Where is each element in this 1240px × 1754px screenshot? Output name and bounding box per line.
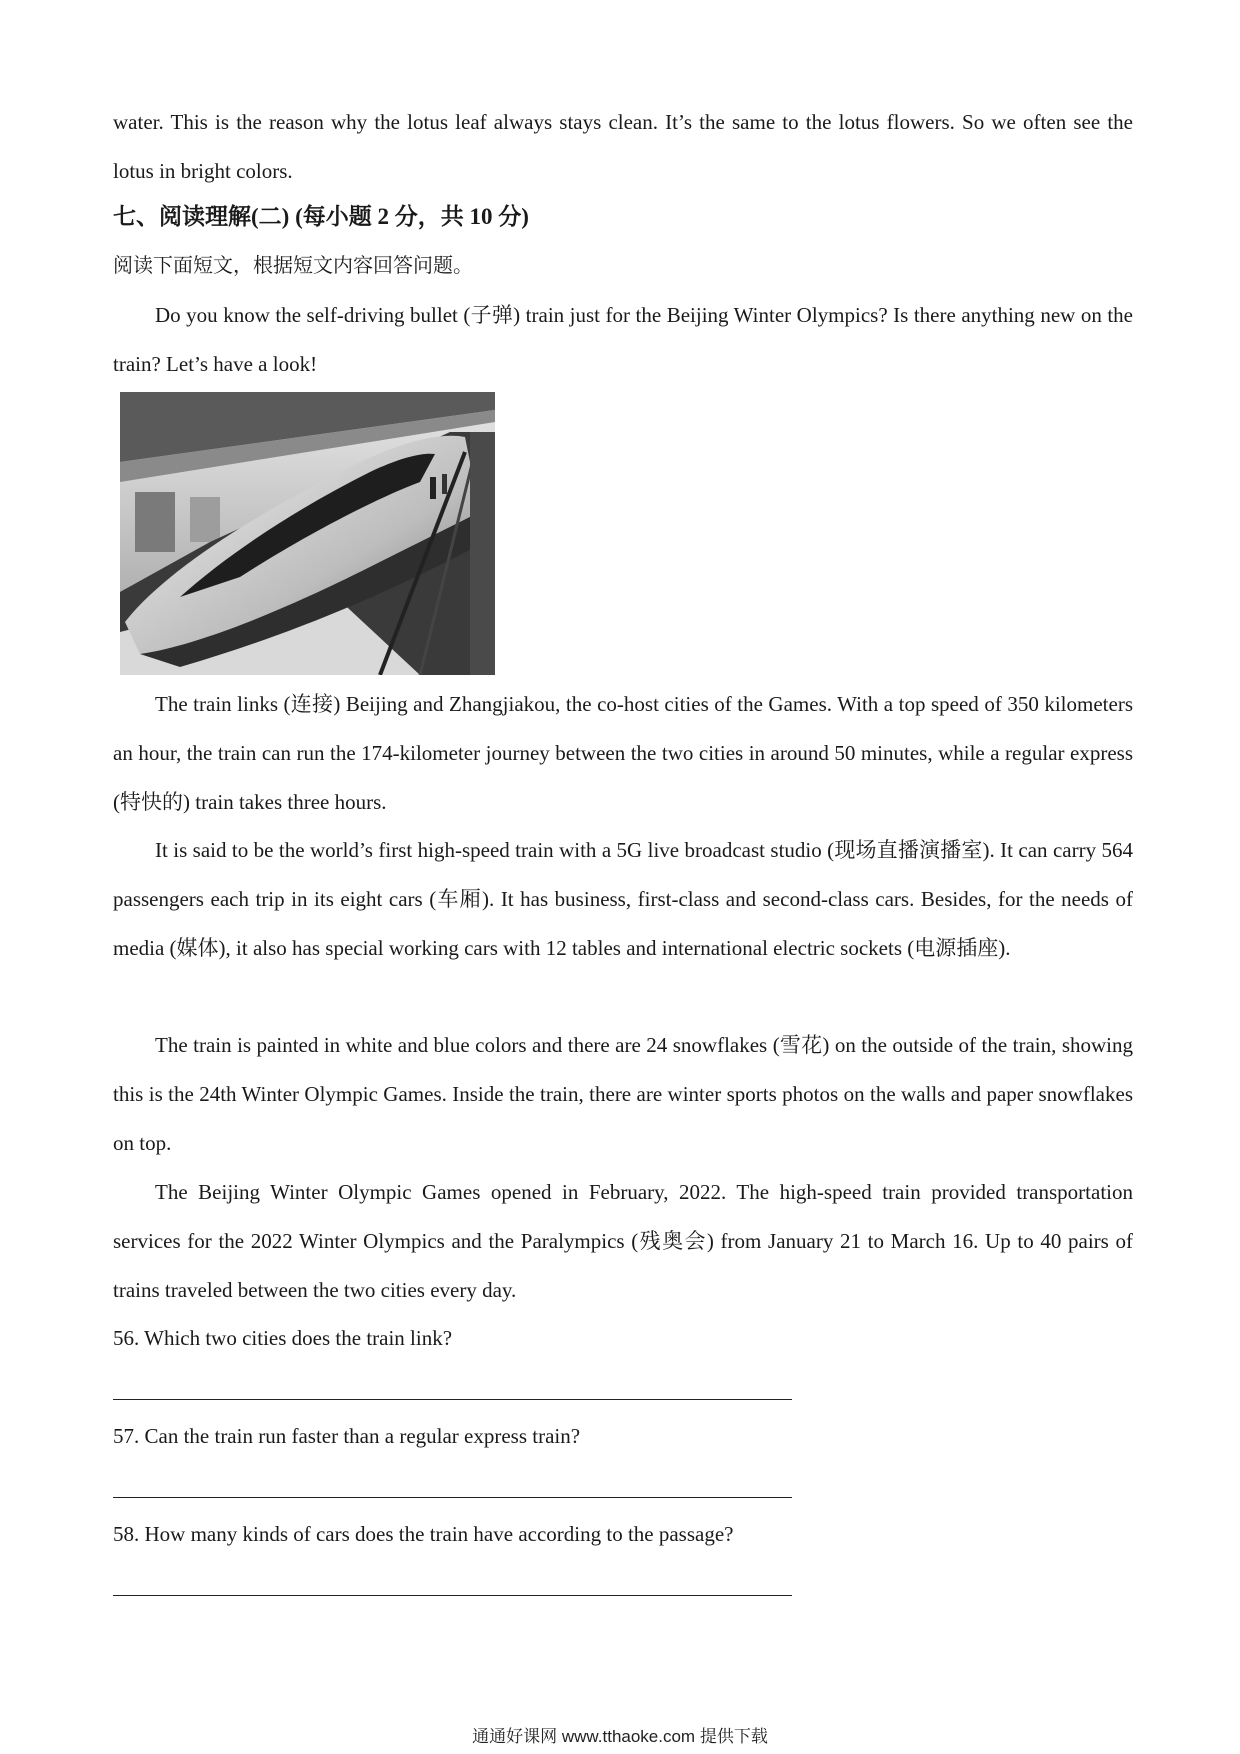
- paragraph-service: The Beijing Winter Olympic Games opened in February, 2022. The high-speed train provided transportation services for the 2022 Winter Olympics and the Paralympics (残奥会) from January 21 to March 16. Up to 40 pairs of trains traveled between the two cities every day.: [113, 1180, 1133, 1302]
- paragraph-design: The train is painted in white and blue colors and there are 24 snowflakes (雪花) on the outside of the train, showing this is the 24th Winter Olympic Games. Inside the train, there are winter sports photos on the walls and paper snowflakes on top.: [113, 1033, 1133, 1155]
- answer-line-58[interactable]: [113, 1595, 792, 1596]
- paragraph-studio: It is said to be the world’s first high-speed train with a 5G live broadcast studio (现场直播演播室). It can carry 564 passengers each trip in its eight cars (车厢). It has business, first-class and second-class cars. Besides, for the needs of media (媒体), it also has special working cars with 12 tables and international electric sockets (电源插座).: [113, 838, 1133, 960]
- bullet-train-photo: [120, 392, 495, 675]
- answer-line-56[interactable]: [113, 1399, 792, 1400]
- question-58: 58. How many kinds of cars does the train have according to the passage?: [113, 1522, 734, 1546]
- question-57: 57. Can the train run faster than a regular express train?: [113, 1424, 581, 1448]
- paragraph-intro: Do you know the self-driving bullet (子弹) train just for the Beijing Winter Olympics? Is there anything new on the train? Let’s have a look!: [113, 303, 1133, 376]
- question-56: 56. Which two cities does the train link?: [113, 1326, 453, 1350]
- paragraph-route: The train links (连接) Beijing and Zhangjiakou, the co-host cities of the Games. With a top speed of 350 kilometers an hour, the train can run the 174-kilometer journey between the two cities in around 50 minutes, while a regular express (特快的) train takes three hours.: [113, 692, 1133, 814]
- answer-line-57[interactable]: [113, 1497, 792, 1498]
- section-heading: 七、阅读理解(二) (每小题 2 分，共 10 分): [113, 204, 529, 229]
- instruction-text: 阅读下面短文，根据短文内容回答问题。: [113, 255, 473, 277]
- page-footer: 通通好课网 www.tthaoke.com 提供下载: [472, 1727, 768, 1746]
- top-paragraph: water. This is the reason why the lotus leaf always stays clean. It’s the same to the lotus flowers. So we often see the lotus in bright colors.: [113, 110, 1133, 183]
